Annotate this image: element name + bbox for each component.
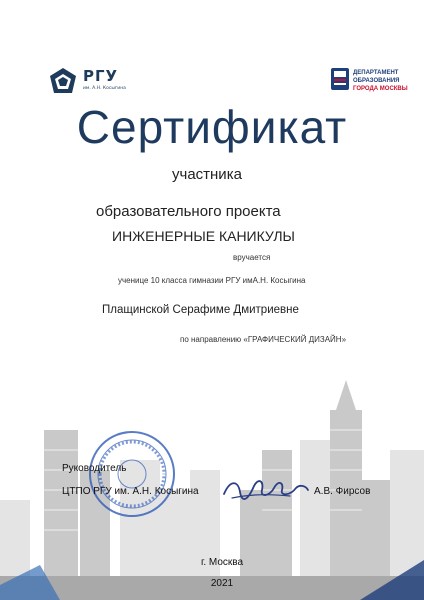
head-label: Руководитель	[62, 463, 127, 474]
student-name: Плащинской Серафиме Дмитриевне	[102, 304, 299, 316]
rgu-logo	[47, 66, 147, 98]
direction-label: по направлению «ГРАФИЧЕСКИЙ ДИЗАЙН»	[180, 335, 347, 344]
awarded-label: вручается	[233, 253, 271, 262]
participant-label: участника	[172, 166, 242, 183]
department-logo-line1: ДЕПАРТАМЕНТ	[353, 70, 399, 76]
department-logo-icon	[330, 67, 350, 91]
department-logo	[330, 67, 410, 95]
department-logo-line2: ОБРАЗОВАНИЯ	[353, 78, 400, 84]
department-logo-line3: ГОРОДА МОСКВЫ	[353, 86, 408, 92]
signature-icon	[220, 474, 310, 504]
rgu-logo-name: РГУ	[83, 67, 119, 85]
project-line: образовательного проекта	[96, 203, 281, 220]
city-label: г. Москва	[200, 557, 244, 568]
head-name: А.В. Фирсов	[314, 486, 371, 497]
head-organization: ЦТПО РГУ им. А.Н. Косыгина	[62, 486, 199, 497]
certificate-title: Сертификат	[76, 101, 348, 153]
year-label: 2021	[210, 578, 234, 589]
rgu-logo-subtitle: им. А.Н. Косыгина	[83, 86, 126, 91]
student-description: ученице 10 класса гимназии РГУ имА.Н. Косыгина	[118, 276, 306, 285]
stamp-icon	[88, 430, 176, 518]
rgu-logo-icon	[47, 66, 79, 98]
project-name: ИНЖЕНЕРНЫЕ КАНИКУЛЫ	[112, 228, 295, 244]
